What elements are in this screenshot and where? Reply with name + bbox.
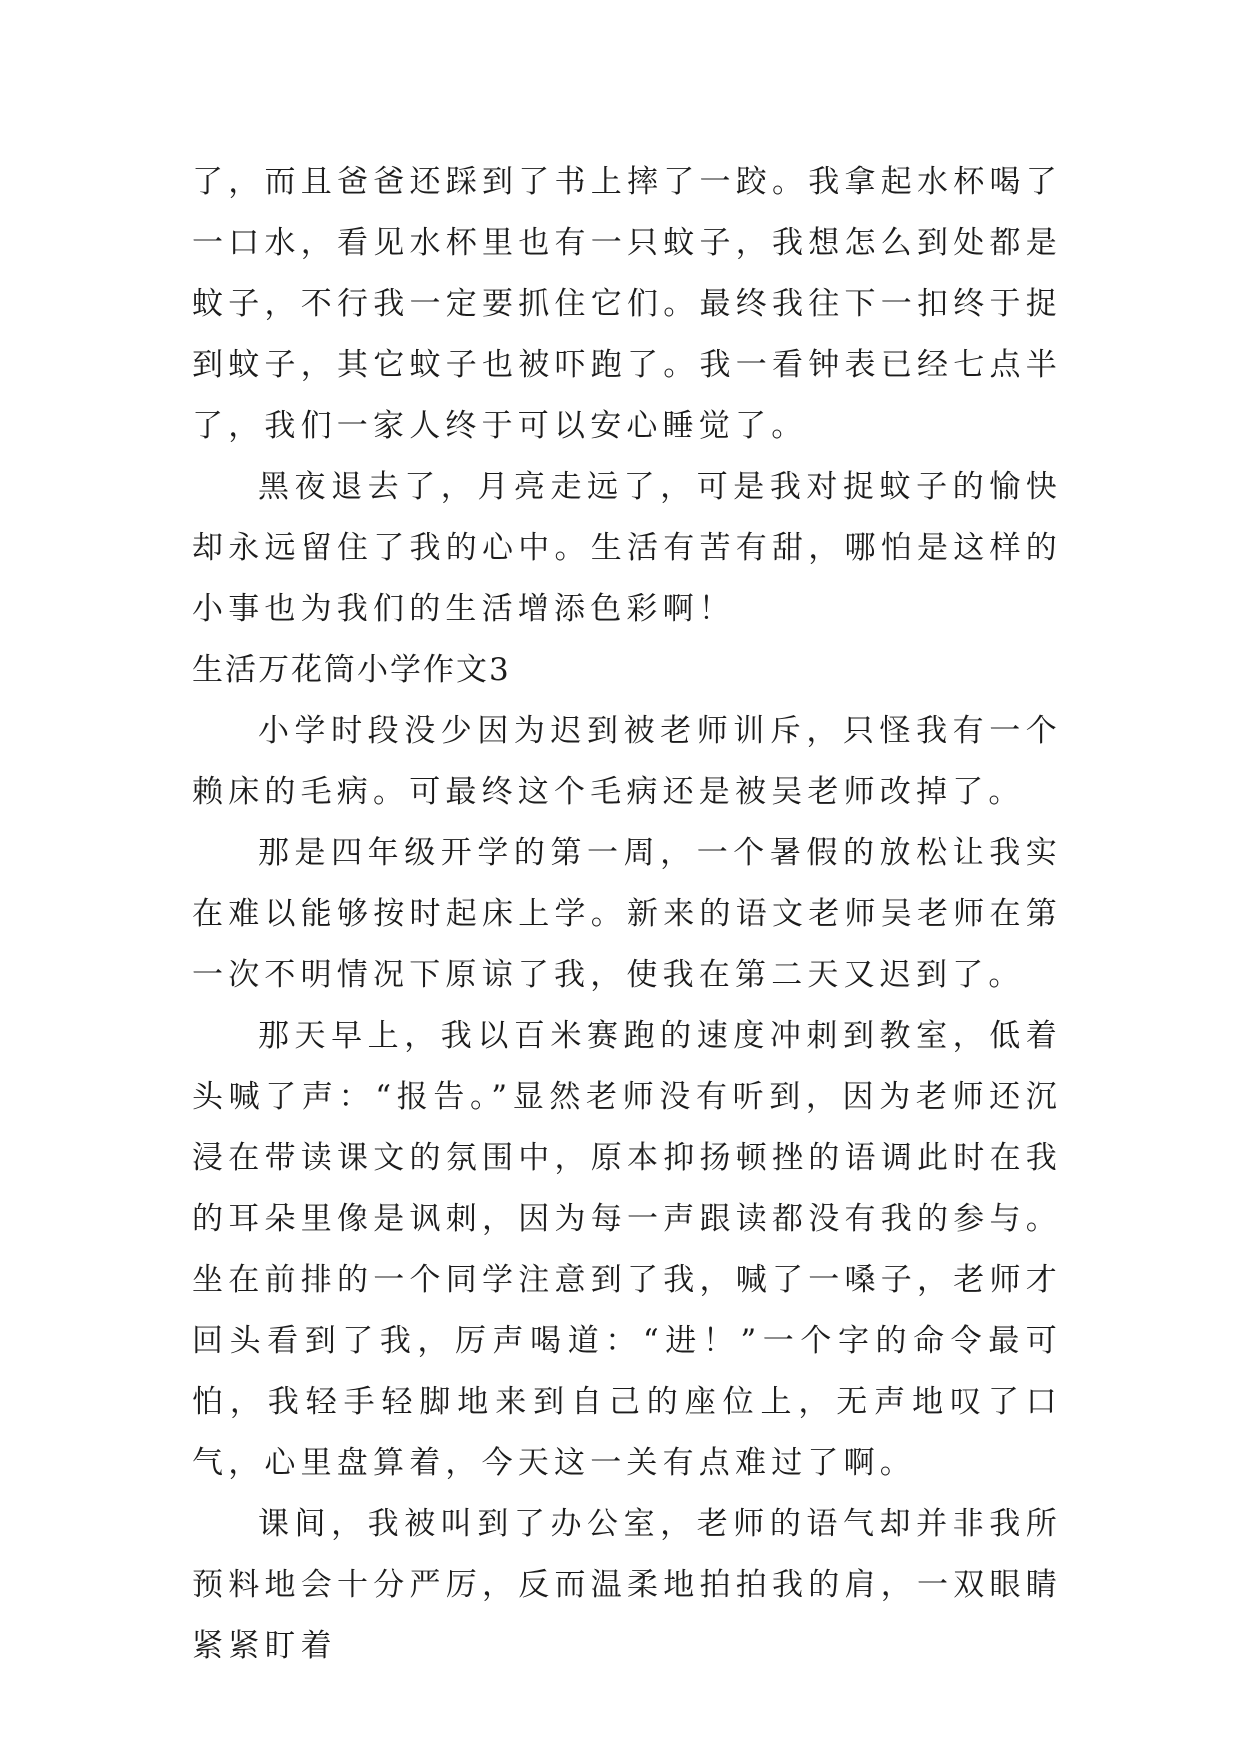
paragraph: 那是四年级开学的第一周，一个暑假的放松让我实在难以能够按时起床上学。新来的语文老师吴老师在第一次不明情况下原谅了我，使我在第二天又迟到了。 (192, 835, 1062, 993)
paragraph: 小学时段没少因为迟到被老师训斥，只怪我有一个赖床的毛病。可最终这个毛病还是被吴老师改掉了。 (192, 713, 1062, 810)
paragraph: 黑夜退去了，月亮走远了，可是我对捉蚊子的愉快却永远留住了我的心中。生活有苦有甜，哪怕是这样的小事也为我们的生活增添色彩啊！ (192, 469, 1062, 627)
paragraph-continued: 了，而且爸爸还踩到了书上摔了一跤。我拿起水杯喝了一口水，看见水杯里也有一只蚊子，我想怎么到处都是蚊子，不行我一定要抓住它们。最终我往下一扣终于捉到蚊子，其它蚊子也被吓跑了。我一看钟表已经七点半了，我们一家人终于可以安心睡觉了。 (192, 164, 1062, 444)
paragraph: 课间，我被叫到了办公室，老师的语气却并非我所预料地会十分严厉，反而温柔地拍拍我的肩，一双眼睛紧紧盯着 (192, 1506, 1062, 1664)
paragraph: 那天早上，我以百米赛跑的速度冲刺到教室，低着头喊了声：“报告。”显然老师没有听到，因为老师还沉浸在带读课文的氛围中，原本抑扬顿挫的语调此时在我的耳朵里像是讽刺，因为每一声跟读都没有我的参与。坐在前排的一个同学注意到了我，喊了一嗓子，老师才回头看到了我，厉声喝道：“进！”一个字的命令最可怕，我轻手轻脚地来到自己的座位上，无声地叹了口气，心里盘算着，今天这一关有点难过了啊。 (192, 1018, 1062, 1481)
section-heading: 生活万花筒小学作文3 (192, 652, 511, 688)
document-body (192, 152, 1062, 1677)
